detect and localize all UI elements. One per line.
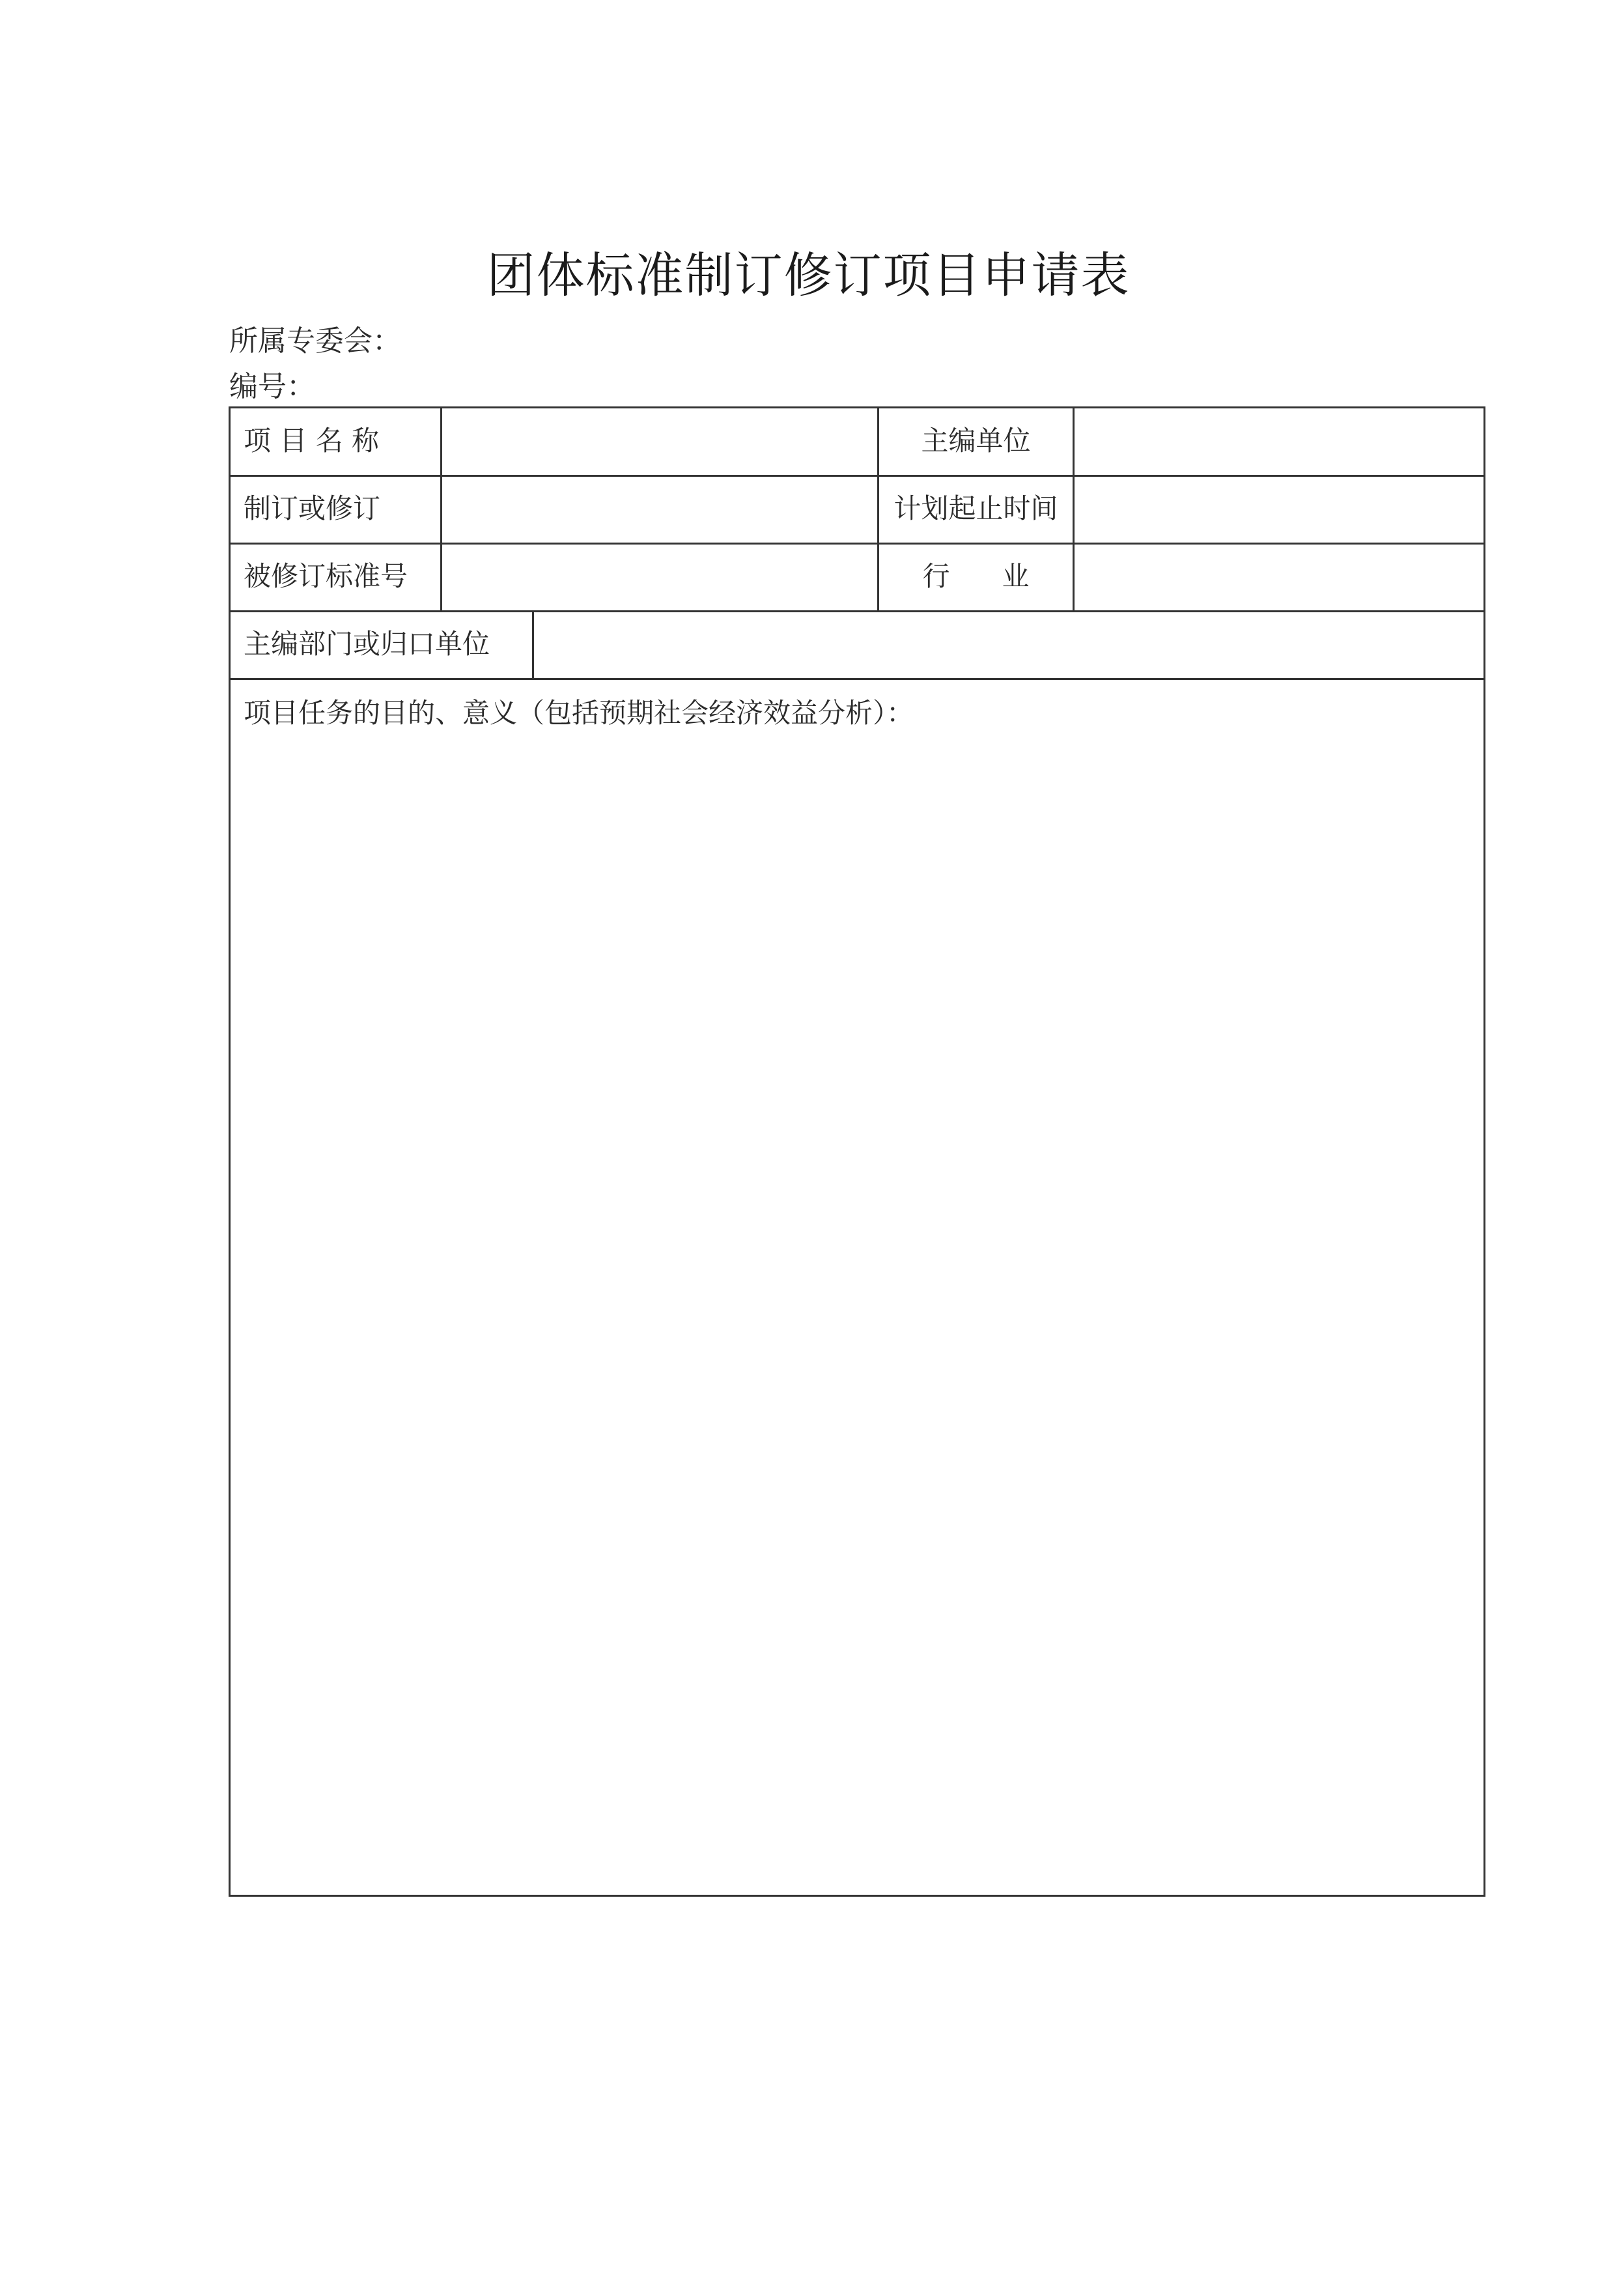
planned-period-label: 计划起止时间 [893,492,1058,524]
column-divider [532,610,534,678]
revision-type-field[interactable] [452,490,869,530]
row-divider [231,475,1483,477]
column-divider [1073,408,1075,612]
project-name-field[interactable] [452,423,869,462]
committee-label: 所属专委会： [229,324,401,358]
number-label: 编号： [229,370,315,403]
page-title: 团体标准制订修订项目申请表 [486,248,1131,304]
industry-label: 行 业 [922,560,1030,592]
revision-type-label: 制订或修订 [244,492,381,524]
row-divider [231,543,1483,545]
chief-editor-unit-label: 主编单位 [921,425,1031,457]
planned-period-field[interactable] [1084,490,1474,530]
project-name-label: 项 目 名 称 [244,425,380,457]
purpose-field[interactable] [244,741,1468,1874]
revised-standard-number-label: 被修订标准号 [244,560,408,592]
row-divider [231,610,1483,612]
industry-field[interactable] [1084,558,1474,597]
column-divider [440,408,442,612]
application-form-table [229,406,1485,1897]
supervising-unit-field[interactable] [543,626,1468,665]
revised-standard-number-field[interactable] [452,558,869,597]
chief-editor-unit-field[interactable] [1084,423,1474,462]
purpose-label: 项目任务的目的、意义（包括预期社会经济效益分析）： [244,697,914,729]
row-divider [231,678,1483,680]
supervising-unit-label: 主编部门或归口单位 [244,628,490,660]
